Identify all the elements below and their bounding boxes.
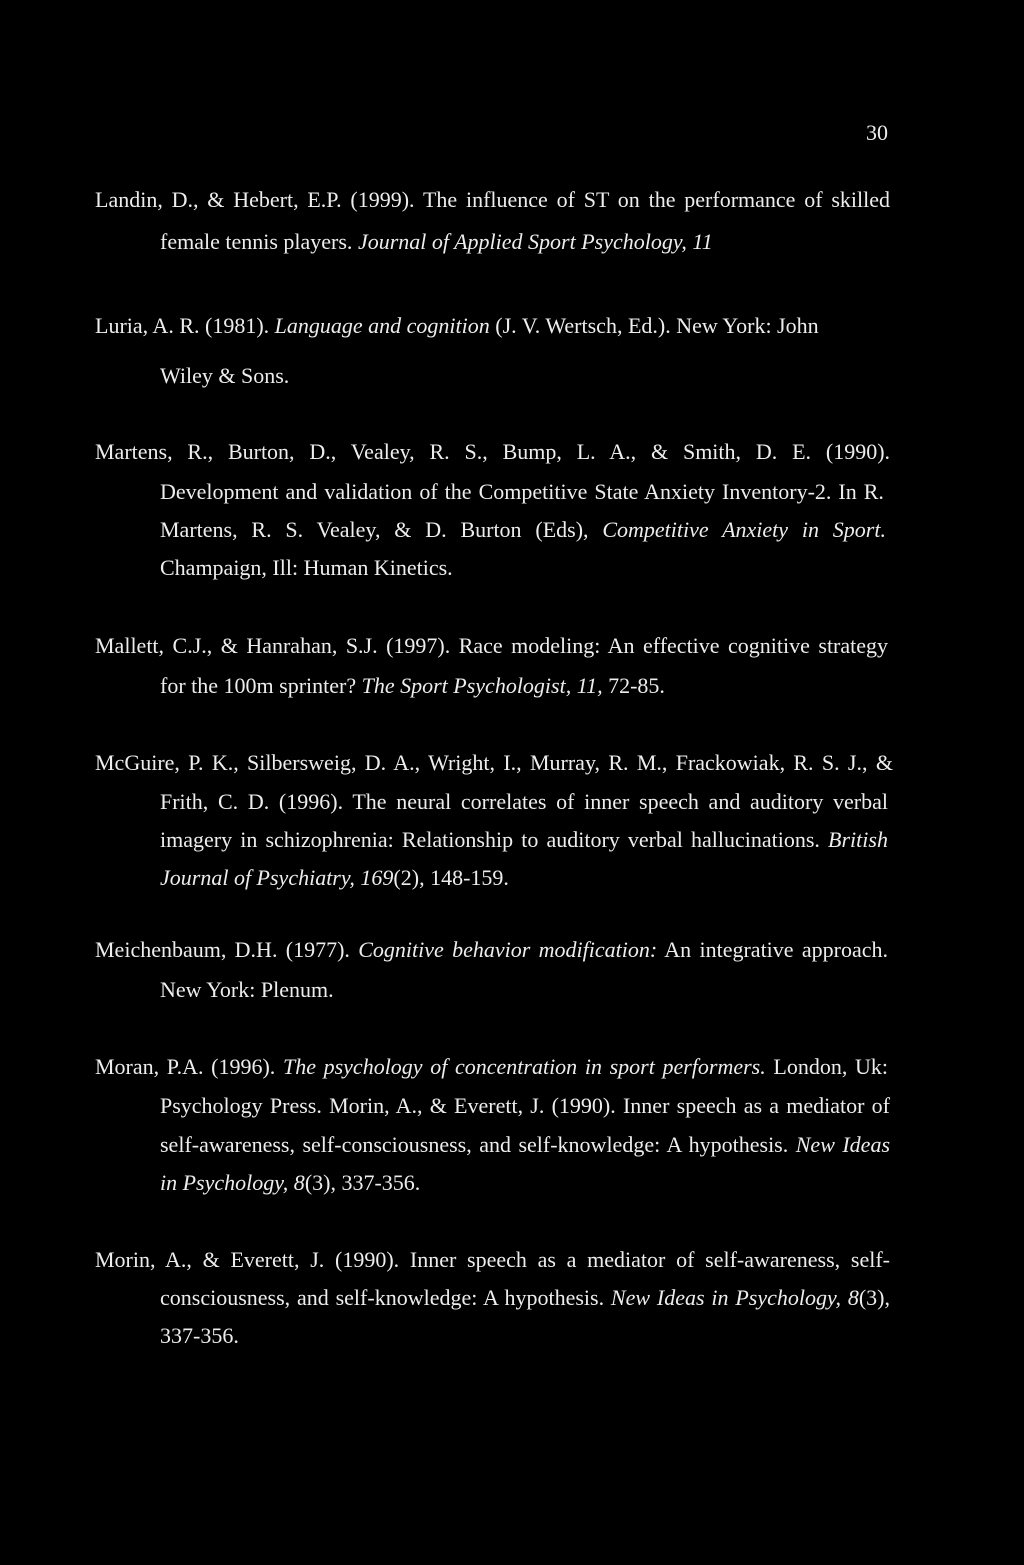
reference-text: Moran, P.A. (1996). [95, 1054, 283, 1079]
reference-line [95, 1247, 890, 1273]
reference-line [95, 750, 893, 776]
reference-text: Meichenbaum, D.H. (1977). [95, 937, 359, 962]
reference-line [95, 937, 888, 963]
reference-line [95, 439, 890, 465]
reference-line [160, 479, 884, 505]
reference-text: Luria, A. R. (1981). [95, 313, 275, 338]
reference-text: (3), [858, 1285, 891, 1310]
reference-line [160, 555, 453, 581]
reference-text: female tennis players. [160, 229, 358, 254]
reference-line [95, 1054, 888, 1080]
reference-line [160, 229, 713, 255]
reference-text: Frith, C. D. (1996). The neural correlates of inner speech and auditory verbal [160, 789, 888, 814]
reference-italic-title: The Sport Psychologist, 11, [361, 673, 603, 698]
reference-text: 72-85. [602, 673, 665, 698]
reference-text: Morin, A., & Everett, J. (1990). Inner speech as a mediator of self-awareness, self- [95, 1247, 890, 1272]
reference-text: Development and validation of the Competitive State Anxiety Inventory-2. In R. [160, 479, 884, 504]
reference-text: Mallett, C.J., & Hanrahan, S.J. (1997). Race modeling: An effective cognitive strategy [95, 633, 889, 658]
reference-text: (2), 148-159. [393, 865, 509, 890]
reference-line [160, 827, 888, 853]
reference-italic-title: Journal of Applied Sport Psychology, 11 [357, 229, 713, 254]
reference-line [95, 187, 890, 213]
reference-text: self-awareness, self-consciousness, and self-knowledge: A hypothesis. [160, 1132, 796, 1157]
reference-italic-title: New Ideas in Psychology, 8 [610, 1285, 859, 1310]
reference-text: 337-356. [160, 1323, 239, 1348]
reference-text: (J. V. Wertsch, Ed.). New York: John [489, 313, 819, 338]
reference-italic-title: Journal of Psychiatry, 169 [160, 865, 394, 890]
reference-text: Martens, R., Burton, D., Vealey, R. S., Bump, L. A., & Smith, D. E. (1990). [95, 439, 891, 464]
reference-text: consciousness, and self-knowledge: A hypothesis. [160, 1285, 611, 1310]
reference-line [160, 1170, 420, 1196]
reference-text: Landin, D., & Hebert, E.P. (1999). The influence of ST on the performance of skilled [95, 187, 891, 212]
reference-line [160, 673, 665, 699]
reference-text: for the 100m sprinter? [160, 673, 362, 698]
reference-italic-title: Competitive Anxiety in Sport. [602, 517, 886, 542]
reference-line [160, 1132, 890, 1158]
reference-text: (3), 337-356. [304, 1170, 421, 1195]
reference-line [160, 517, 886, 543]
reference-italic-title: Cognitive behavior modification: [358, 937, 658, 962]
reference-text: An integrative approach. [657, 937, 888, 962]
reference-text: New York: Plenum. [160, 977, 334, 1002]
reference-text: Wiley & Sons. [160, 363, 290, 388]
reference-line [160, 789, 888, 815]
reference-italic-title: in Psychology, 8 [160, 1170, 305, 1195]
reference-line [160, 977, 334, 1003]
reference-line [95, 313, 819, 339]
reference-line [160, 1093, 890, 1119]
page-number: 30 [866, 120, 888, 145]
reference-line [95, 633, 888, 659]
reference-italic-title: Language and cognition [274, 313, 490, 338]
reference-line [160, 363, 289, 389]
reference-text: London, Uk: [765, 1054, 888, 1079]
reference-text: Psychology Press. Morin, A., & Everett, J. (1990). Inner speech as a mediator of [160, 1093, 891, 1118]
reference-line [160, 1285, 890, 1311]
reference-line [160, 865, 509, 891]
reference-text: Champaign, Ill: Human Kinetics. [160, 555, 453, 580]
reference-text: Martens, R. S. Vealey, & D. Burton (Eds), [160, 517, 603, 542]
reference-text: McGuire, P. K., Silbersweig, D. A., Wright, I., Murray, R. M., Frackowiak, R. S. J., & [95, 750, 893, 775]
reference-italic-title: British [828, 827, 888, 852]
reference-text: imagery in schizophrenia: Relationship to auditory verbal hallucinations. [160, 827, 829, 852]
reference-line [160, 1323, 239, 1349]
reference-italic-title: New Ideas [795, 1132, 891, 1157]
reference-italic-title: The psychology of concentration in sport performers. [282, 1054, 766, 1079]
